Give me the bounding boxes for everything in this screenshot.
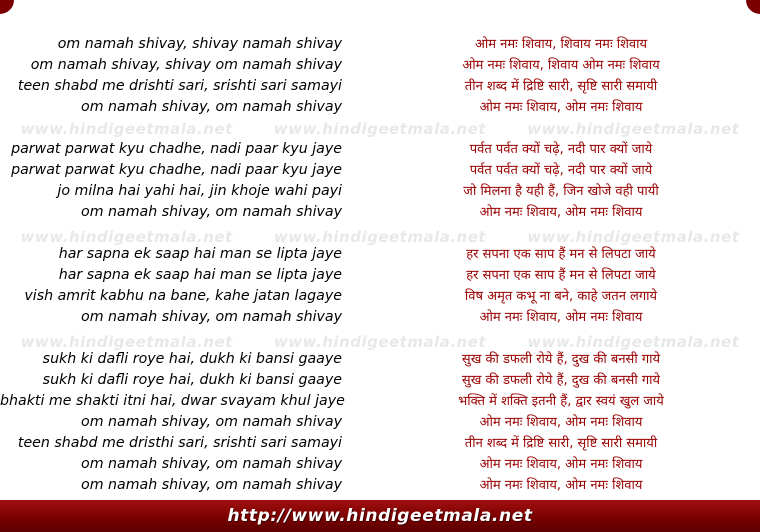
- corner-decoration-left: [0, 0, 14, 14]
- lyric-line: ओम नमः शिवाय, ओम नमः शिवाय: [479, 457, 643, 472]
- lyric-line: सुख की डफली रोये हैं, दुख की बनसी गाये: [461, 373, 661, 388]
- lyric-line: पर्वत पर्वत क्यों चढ़े, नदी पार क्यों जाये: [469, 163, 653, 178]
- lyric-line: तीन शब्द में द्रिष्टि सारी, सृष्टि सारी समायी: [464, 79, 658, 94]
- watermark-text: www.hindigeetmala.net: [20, 333, 233, 351]
- lyric-line: om namah shivay, om namah shivay: [81, 309, 342, 325]
- lyric-line: parwat parwat kyu chadhe, nadi paar kyu jaye: [11, 162, 342, 178]
- lyric-line: हर सपना एक साप हैं मन से लिपटा जाये: [466, 268, 656, 283]
- lyric-line: om namah shivay, om namah shivay: [81, 477, 342, 493]
- lyric-line: ओम नमः शिवाय, ओम नमः शिवाय: [479, 100, 643, 115]
- watermark-text: www.hindigeetmala.net: [20, 228, 233, 246]
- watermark-text: www.hindigeetmala.net: [273, 333, 487, 351]
- corner-decoration-right: [746, 0, 760, 14]
- lyric-line: ओम नमः शिवाय, ओम नमः शिवाय: [479, 205, 643, 220]
- lyrics-stanza: [0, 349, 420, 496]
- lyric-line: jo milna hai yahi hai, jin khoje wahi payi: [57, 183, 342, 199]
- lyric-line: तीन शब्द में द्रिष्टि सारी, सृष्टि सारी समायी: [464, 436, 658, 451]
- lyric-line: जो मिलना है यही हैं, जिन खोजे वही पायी: [463, 184, 659, 199]
- lyric-line: om namah shivay, shivay namah shivay: [57, 36, 342, 52]
- lyric-line: har sapna ek saap hai man se lipta jaye: [58, 267, 342, 283]
- watermark-text: www.hindigeetmala.net: [527, 228, 740, 246]
- watermark-text: www.hindigeetmala.net: [527, 120, 740, 138]
- lyric-line: sukh ki dafli roye hai, dukh ki bansi gaaye: [42, 372, 342, 388]
- lyrics-stanza: [436, 34, 686, 118]
- hindi-lyrics-column: [436, 34, 686, 496]
- lyric-line: teen shabd me drishti sari, srishti sari samayi: [17, 78, 342, 94]
- lyric-line: teen shabd me dristhi sari, srishti sari samayi: [17, 435, 342, 451]
- lyric-line: har sapna ek saap hai man se lipta jaye: [58, 246, 342, 262]
- english-lyrics-column: [0, 34, 420, 496]
- footer-url-link[interactable]: http://www.hindigeetmala.net: [227, 506, 533, 526]
- lyric-line: भक्ति में शक्ति इतनी हैं, द्वार स्वयं खुल जाये: [458, 394, 664, 409]
- lyrics-stanza: [0, 139, 420, 223]
- lyric-line: vish amrit kabhu na bane, kahe jatan lagaye: [24, 288, 342, 304]
- lyrics-stanza: [0, 34, 420, 118]
- lyric-line: ओम नमः शिवाय, ओम नमः शिवाय: [479, 415, 643, 430]
- lyric-line: parwat parwat kyu chadhe, nadi paar kyu jaye: [11, 141, 342, 157]
- lyric-line: om namah shivay, om namah shivay: [81, 99, 342, 115]
- footer-banner: [0, 500, 760, 532]
- lyric-line: पर्वत पर्वत क्यों चढ़े, नदी पार क्यों जाये: [469, 142, 653, 157]
- lyric-line: om namah shivay, om namah shivay: [81, 456, 342, 472]
- lyric-line: om namah shivay, om namah shivay: [81, 414, 342, 430]
- lyric-line: ओम नमः शिवाय, ओम नमः शिवाय: [479, 310, 643, 325]
- lyric-line: ओम नमः शिवाय, शिवाय ओम नमः शिवाय: [462, 58, 660, 73]
- lyric-line: विष अमृत कभू ना बने, काहे जतन लगाये: [464, 289, 658, 304]
- lyrics-stanza: [436, 349, 686, 496]
- lyric-line: bhakti me shakti itni hai, dwar svayam khul jaye: [0, 393, 345, 409]
- lyric-line: om namah shivay, om namah shivay: [81, 204, 342, 220]
- watermark-text: www.hindigeetmala.net: [527, 333, 740, 351]
- watermark-text: www.hindigeetmala.net: [273, 120, 487, 138]
- lyrics-stanza: [436, 139, 686, 223]
- lyrics-stanza: [436, 244, 686, 328]
- lyric-line: सुख की डफली रोये हैं, दुख की बनसी गाये: [461, 352, 661, 367]
- watermark-text: www.hindigeetmala.net: [273, 228, 487, 246]
- lyric-line: हर सपना एक साप हैं मन से लिपटा जाये: [466, 247, 656, 262]
- lyric-line: sukh ki dafli roye hai, dukh ki bansi gaaye: [42, 351, 342, 367]
- lyrics-stanza: [0, 244, 420, 328]
- watermark-text: www.hindigeetmala.net: [20, 120, 233, 138]
- lyric-line: om namah shivay, shivay om namah shivay: [30, 57, 342, 73]
- lyric-line: ओम नमः शिवाय, ओम नमः शिवाय: [479, 478, 643, 493]
- lyric-line: ओम नमः शिवाय, शिवाय नमः शिवाय: [474, 37, 648, 52]
